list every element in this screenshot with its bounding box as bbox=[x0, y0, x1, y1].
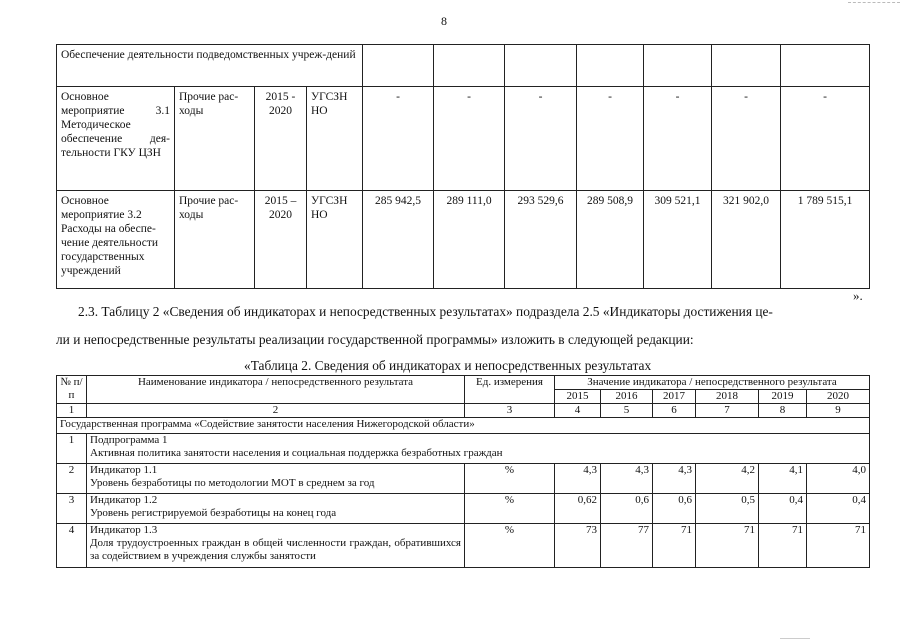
executor: УГСЗН НО bbox=[307, 87, 363, 191]
value-cell: 77 bbox=[601, 524, 653, 568]
value-cell: 0,6 bbox=[653, 494, 696, 524]
section-row bbox=[57, 45, 870, 87]
value-cell: 4,2 bbox=[696, 464, 759, 494]
value-cell: 293 529,6 bbox=[505, 191, 577, 289]
program-row bbox=[57, 418, 870, 434]
value-cell: 309 521,1 bbox=[644, 191, 712, 289]
period: 2015 – 2020 bbox=[255, 191, 307, 289]
value-cell: 0,62 bbox=[555, 494, 601, 524]
col-number: 5 bbox=[601, 404, 653, 418]
header-value-group: Значение индикатора / непосредственного результата bbox=[555, 376, 870, 390]
value-cell: 1 789 515,1 bbox=[781, 191, 870, 289]
value-cell: 0,6 bbox=[601, 494, 653, 524]
table-caption: «Таблица 2. Сведения об индикаторах и непосредственных результатах bbox=[244, 358, 652, 373]
value-cell: - bbox=[505, 87, 577, 191]
indicator-cell bbox=[87, 494, 465, 524]
scan-mark bbox=[848, 2, 900, 3]
col-number: 4 bbox=[555, 404, 601, 418]
value-cell: - bbox=[712, 87, 781, 191]
value-cell: 71 bbox=[807, 524, 870, 568]
paragraph-line-1: 2.3. Таблицу 2 «Сведения об индикаторах и непосредственных результатах» подраздела 2.5 «Индикаторы достижения це- bbox=[78, 304, 773, 319]
executor: УГСЗН НО bbox=[307, 191, 363, 289]
indicators-table bbox=[56, 375, 870, 568]
value-cell: 4,0 bbox=[807, 464, 870, 494]
year-header: 2016 bbox=[601, 390, 653, 404]
indicator-row bbox=[57, 494, 870, 524]
row-number: 1 bbox=[57, 434, 87, 464]
header-unit: Ед. измерения bbox=[465, 376, 555, 404]
value-cell: 71 bbox=[759, 524, 807, 568]
value-cell: 71 bbox=[696, 524, 759, 568]
value-cell: - bbox=[577, 87, 644, 191]
header-row bbox=[57, 376, 870, 390]
closing-quote: ». bbox=[853, 288, 863, 303]
value-cell: 4,3 bbox=[601, 464, 653, 494]
col-number: 3 bbox=[465, 404, 555, 418]
indicator-title: Индикатор 1.2 bbox=[90, 494, 158, 506]
indicator-desc: Уровень регистрируемой безработицы на конец года bbox=[90, 507, 337, 519]
col-number: 7 bbox=[696, 404, 759, 418]
year-header: 2015 bbox=[555, 390, 601, 404]
col-number: 6 bbox=[653, 404, 696, 418]
paragraph-line-2: ли и непосредственные результаты реализации государственной программы» изложить в следующей редакции: bbox=[56, 332, 694, 347]
program-title: Государственная программа «Содействие занятости населения Нижегородской области» bbox=[57, 418, 870, 434]
indicator-title: Индикатор 1.3 bbox=[90, 524, 158, 536]
page-number: 8 bbox=[441, 14, 447, 28]
activity-name: Основное мероприятие 3.2 Расходы на обеспе-чение деятельности государственных учреждений bbox=[57, 191, 175, 289]
year-header: 2018 bbox=[696, 390, 759, 404]
section-row-label: Обеспечение деятельности подведомственных учреж-дений bbox=[57, 45, 363, 87]
value-cell: 73 bbox=[555, 524, 601, 568]
unit-cell: % bbox=[465, 464, 555, 494]
subprogram-desc: Активная политика занятости населения и социальная поддержка безработных граждан bbox=[90, 447, 503, 459]
indicator-desc: Уровень безработицы по методологии МОТ в среднем за год bbox=[90, 477, 375, 489]
col-number: 9 bbox=[807, 404, 870, 418]
indicator-cell bbox=[87, 524, 465, 568]
subprogram-title: Подпрограмма 1 bbox=[90, 434, 168, 446]
indicator-row bbox=[57, 524, 870, 568]
row-number: 2 bbox=[57, 464, 87, 494]
indicator-cell bbox=[87, 464, 465, 494]
indicator-desc: Доля трудоустроенных граждан в общей численности граждан, обратившихся за содействием в учреждения службы занятости bbox=[90, 537, 461, 562]
unit-cell: % bbox=[465, 524, 555, 568]
table-row bbox=[57, 191, 870, 289]
value-cell: - bbox=[363, 87, 434, 191]
value-cell: 289 508,9 bbox=[577, 191, 644, 289]
year-header: 2017 bbox=[653, 390, 696, 404]
value-cell: 4,1 bbox=[759, 464, 807, 494]
subprogram-row bbox=[57, 434, 870, 464]
col-number: 1 bbox=[57, 404, 87, 418]
subprogram-cell bbox=[87, 434, 870, 464]
expense-type: Прочие рас-ходы bbox=[175, 191, 255, 289]
value-cell: - bbox=[781, 87, 870, 191]
value-cell: - bbox=[644, 87, 712, 191]
col-number: 2 bbox=[87, 404, 465, 418]
row-number: 3 bbox=[57, 494, 87, 524]
table-row bbox=[57, 87, 870, 191]
header-num: № п/п bbox=[57, 376, 87, 404]
period: 2015 - 2020 bbox=[255, 87, 307, 191]
value-cell: 4,3 bbox=[653, 464, 696, 494]
year-header: 2020 bbox=[807, 390, 870, 404]
scan-mark bbox=[780, 638, 810, 639]
year-header: 2019 bbox=[759, 390, 807, 404]
expenses-table bbox=[56, 44, 870, 289]
value-cell: 0,5 bbox=[696, 494, 759, 524]
value-cell: 0,4 bbox=[807, 494, 870, 524]
value-cell: 285 942,5 bbox=[363, 191, 434, 289]
value-cell: 289 111,0 bbox=[434, 191, 505, 289]
header-name: Наименование индикатора / непосредственного результата bbox=[87, 376, 465, 404]
value-cell: 321 902,0 bbox=[712, 191, 781, 289]
value-cell: 0,4 bbox=[759, 494, 807, 524]
value-cell: 4,3 bbox=[555, 464, 601, 494]
value-cell: 71 bbox=[653, 524, 696, 568]
indicator-title: Индикатор 1.1 bbox=[90, 464, 158, 476]
indicator-row bbox=[57, 464, 870, 494]
expense-type: Прочие рас-ходы bbox=[175, 87, 255, 191]
activity-name: Основное мероприятие 3.1 Методическое обеспечение дея-тельности ГКУ ЦЗН bbox=[57, 87, 175, 191]
value-cell: - bbox=[434, 87, 505, 191]
column-numbers-row bbox=[57, 404, 870, 418]
col-number: 8 bbox=[759, 404, 807, 418]
row-number: 4 bbox=[57, 524, 87, 568]
unit-cell: % bbox=[465, 494, 555, 524]
